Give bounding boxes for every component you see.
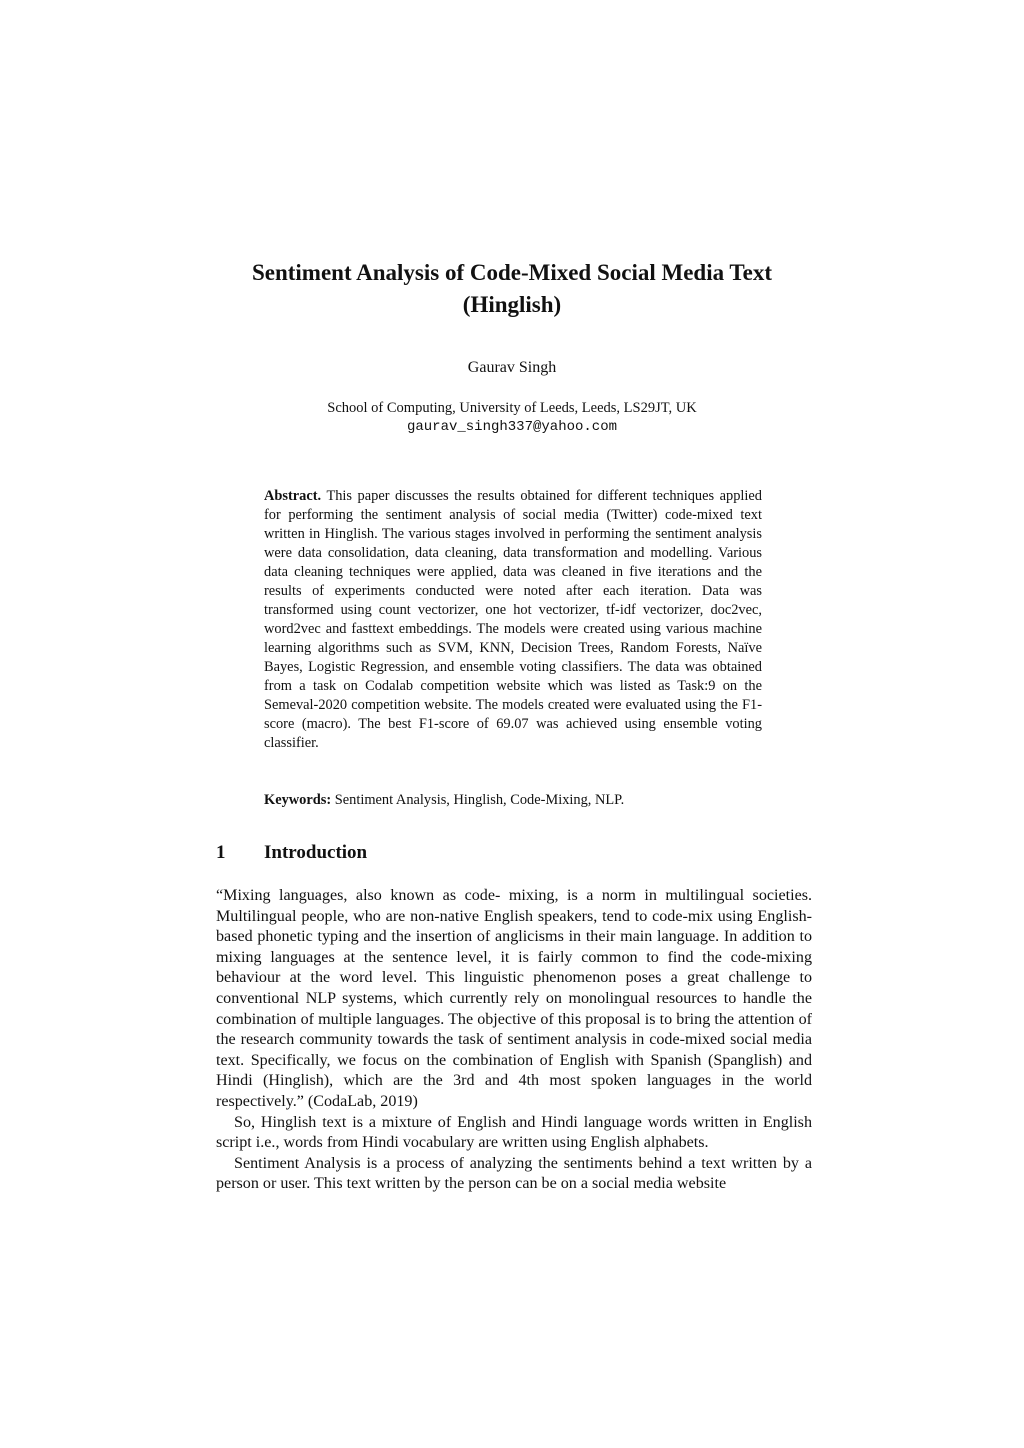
author-name: Gaurav Singh <box>467 359 557 376</box>
intro-paragraph-1: “Mixing languages, also known as code- mixing, is a norm in multilingual societies. Multilingual people, who are non-native English speakers, tend to code-mix using English-based phonetic typing and the insertion of anglicisms in their main language. In addition to mixing languages at the sentence level, it is fairly common to find the code-mixing behaviour at the word level. This linguistic phenomenon poses a great challenge to conventional NLP systems, which currently rely on monolingual resources to handle the combination of multiple languages. The objective of this proposal is to bring the attention of the research community towards the task of sentiment analysis in code-mixed social media text. Specifically, we focus on the combination of English with Spanish (Spanglish) and Hindi (Hinglish), which are the 3rd and 4th most spoken languages in the world respectively.” (CodaLab, 2019) <box>216 887 812 1110</box>
intro-paragraph-3: Sentiment Analysis is a process of analyzing the sentiments behind a text written by a person or user. This text written by the person can be on a social media website <box>216 1154 812 1193</box>
abstract <box>264 487 762 753</box>
section-title: Introduction <box>264 842 368 863</box>
paper-title-line-1: Sentiment Analysis of Code-Mixed Social Media Text <box>251 260 773 285</box>
section-heading-introduction <box>216 841 812 865</box>
keywords-label: Keywords: <box>264 792 332 808</box>
keywords <box>264 791 762 810</box>
intro-paragraph-2: So, Hinglish text is a mixture of English and Hindi language words written in English script i.e., words from Hindi vocabulary are written using English alphabets. <box>216 1113 812 1152</box>
author-email: gaurav_singh337@yahoo.com <box>406 419 618 435</box>
author-affiliation: School of Computing, University of Leeds, Leeds, LS29JT, UK <box>327 400 697 416</box>
keywords-text: Sentiment Analysis, Hinglish, Code-Mixing, NLP. <box>334 792 625 808</box>
abstract-text: This paper discusses the results obtained for different techniques applied for performing the sentiment analysis of social media (Twitter) code-mixed text written in Hinglish. The various stages involved in performing the sentiment analysis were data consolidation, data cleaning, data transformation and modelling. Various data cleaning techniques were applied, data was cleaned in five iterations and the results of experiments conducted were noted after each iteration. Data was transformed using count vectorizer, one hot vectorizer, tf-idf vectorizer, doc2vec, word2vec and fasttext embeddings. The models were created using various machine learning algorithms such as SVM, KNN, Decision Trees, Random Forests, Naïve Bayes, Logistic Regression, and ensemble voting classifiers. The data was obtained from a task on Codalab competition website which was listed as Task:9 on the Semeval-2020 competition website. The models created were evaluated using the F1-score (macro). The best F1-score of 69.07 was achieved using ensemble voting classifier. <box>264 488 762 751</box>
section-number: 1 <box>216 842 226 863</box>
paper-title <box>180 257 844 321</box>
abstract-label: Abstract. <box>264 488 322 504</box>
paper-title-line-2: (Hinglish) <box>462 292 562 317</box>
introduction-body <box>216 886 812 1195</box>
